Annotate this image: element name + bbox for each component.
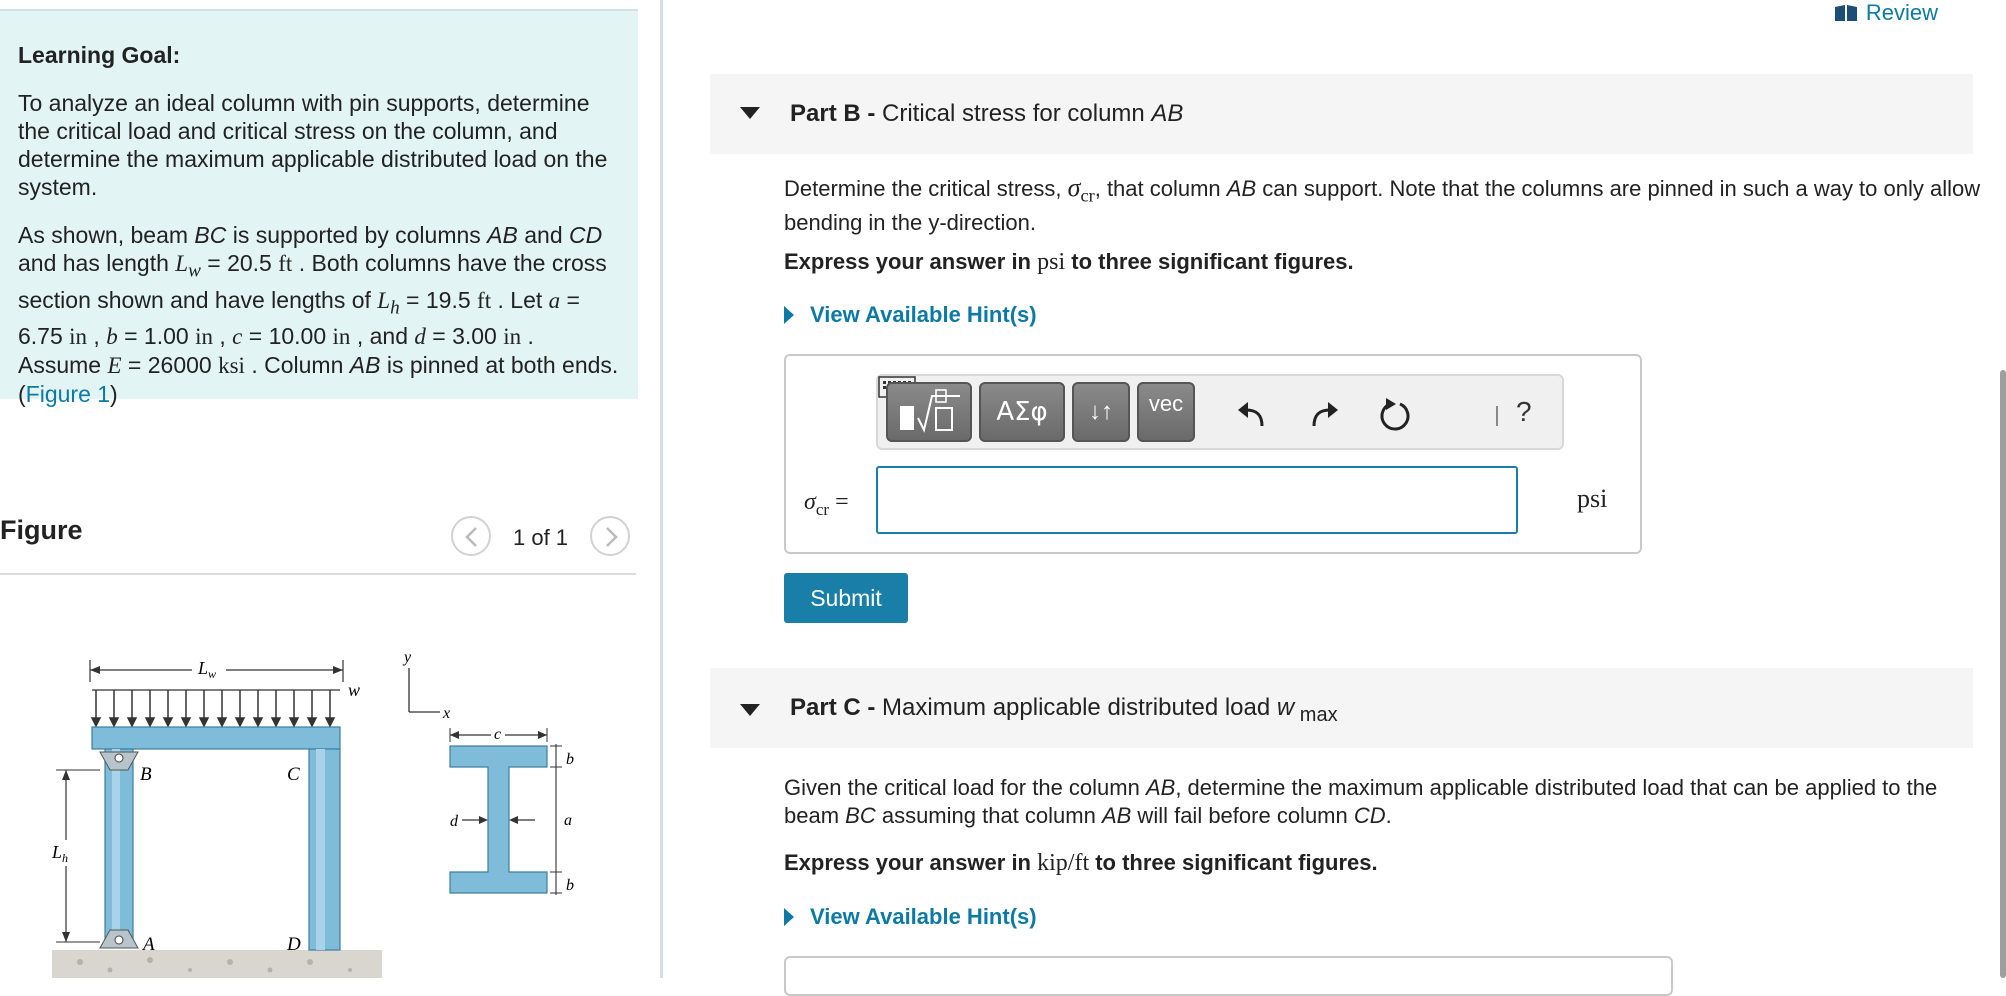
review-label: Review — [1865, 0, 1938, 25]
beam-bc — [92, 727, 340, 749]
help-button[interactable]: ? — [1516, 396, 1532, 427]
part-b-prompt: Determine the critical stress, $\sigma_{cr}$, that column AB can support. Note that the columns are pinned in such a way to only allow bending in the y-direction. — [784, 173, 1981, 236]
book-icon — [1834, 4, 1858, 22]
figure-diagram — [0, 640, 640, 978]
figure-title: Figure — [0, 515, 83, 545]
part-b-hint-toggle[interactable] — [784, 302, 1037, 328]
label-section-c: c — [494, 726, 502, 743]
templates-icon — [894, 388, 964, 436]
chevron-left-icon — [463, 526, 481, 548]
left-panel — [0, 0, 663, 978]
figure-next-button[interactable] — [590, 516, 630, 556]
answer-input[interactable] — [876, 466, 1518, 534]
part-c-hint-label: View Available Hint(s) — [810, 904, 1037, 929]
part-b-hint-label: View Available Hint(s) — [810, 302, 1037, 327]
vector-button[interactable]: vec — [1137, 382, 1195, 442]
label-lh: $L_h$ — [52, 842, 69, 865]
toolbar-separator — [1496, 406, 1498, 426]
label-section-b-top: b — [566, 751, 574, 768]
label-c: C — [287, 764, 300, 785]
part-b-answer-box — [784, 354, 1642, 554]
part-b-header[interactable] — [710, 74, 1973, 154]
label-d: D — [287, 934, 301, 955]
scrollbar[interactable] — [2000, 370, 2006, 978]
answer-label: $\sigma_{cr}$ = — [804, 489, 849, 519]
part-c-prompt: Given the critical load for the column AB, determine the maximum applicable distributed load that can be applied to the beam BC assuming that column AB will fail before column CD. — [784, 775, 1938, 828]
label-section-a: a — [564, 812, 572, 829]
review-link[interactable] — [1834, 0, 1938, 26]
figure-header — [0, 505, 636, 575]
caret-right-icon — [784, 306, 794, 324]
submit-button[interactable]: Submit — [784, 573, 908, 623]
part-c-hint-toggle[interactable] — [784, 904, 1037, 930]
label-section-d: d — [450, 813, 458, 830]
templates-button[interactable] — [886, 382, 972, 442]
label-a: A — [143, 934, 155, 955]
unit-label: psi — [1577, 484, 1608, 513]
problem-statement: As shown, beam BC is supported by columns AB and CD and has length $L_w = 20.5$ ft . Both columns have the cross section shown and have lengths of $L_h = 19.5$ ft . Let a = 6.75 in , b = 1.00 in , c = 10.00 in , and d = 3.00 in . Assume E = 26000 ksi . Column AB is pinned at both ends.(Figure 1) — [18, 222, 619, 408]
ground — [52, 950, 382, 978]
part-c-title: Part C - Maximum applicable distributed load w $_{max}$ — [790, 694, 1338, 726]
figure-prev-button[interactable] — [451, 516, 491, 556]
label-lw: $L_w$ — [198, 658, 217, 681]
reset-icon[interactable] — [1378, 398, 1412, 432]
learning-goal-box — [0, 9, 638, 408]
axis-y-label: y — [404, 649, 412, 666]
label-w: w — [348, 680, 361, 700]
label-section-b-bottom: b — [566, 877, 574, 894]
distributed-load-arrows — [92, 690, 334, 726]
part-b-instructions: Express your answer in psi to three significant figures. — [784, 249, 1354, 275]
caret-right-icon — [784, 908, 794, 926]
math-toolbar — [876, 374, 1564, 450]
figure-link[interactable]: Figure 1 — [25, 381, 111, 408]
caret-down-icon — [740, 704, 760, 718]
axis-x-label: x — [443, 705, 451, 722]
caret-down-icon — [740, 107, 760, 121]
figure-counter: 1 of 1 — [513, 525, 569, 550]
part-b-title: Part B - Critical stress for column AB — [790, 100, 1184, 127]
part-c-instructions: Express your answer in kip/ft to three significant figures. — [784, 850, 1378, 876]
right-panel — [663, 0, 2006, 978]
label-b: B — [140, 764, 152, 785]
learning-goal-title: Learning Goal: — [18, 42, 181, 68]
part-c-header[interactable] — [710, 668, 1973, 748]
learning-goal-text: To analyze an ideal column with pin supports, determine the critical load and critical stress on the column, and determine the maximum applicable distributed load on the system. — [18, 90, 608, 200]
greek-symbols-button[interactable]: ΑΣφ — [979, 382, 1065, 442]
chevron-right-icon — [602, 526, 620, 548]
undo-icon[interactable] — [1236, 398, 1268, 430]
redo-icon[interactable] — [1308, 398, 1340, 430]
part-c-answer-box — [784, 956, 1673, 996]
arrows-button[interactable]: ↓↑ — [1072, 382, 1130, 442]
